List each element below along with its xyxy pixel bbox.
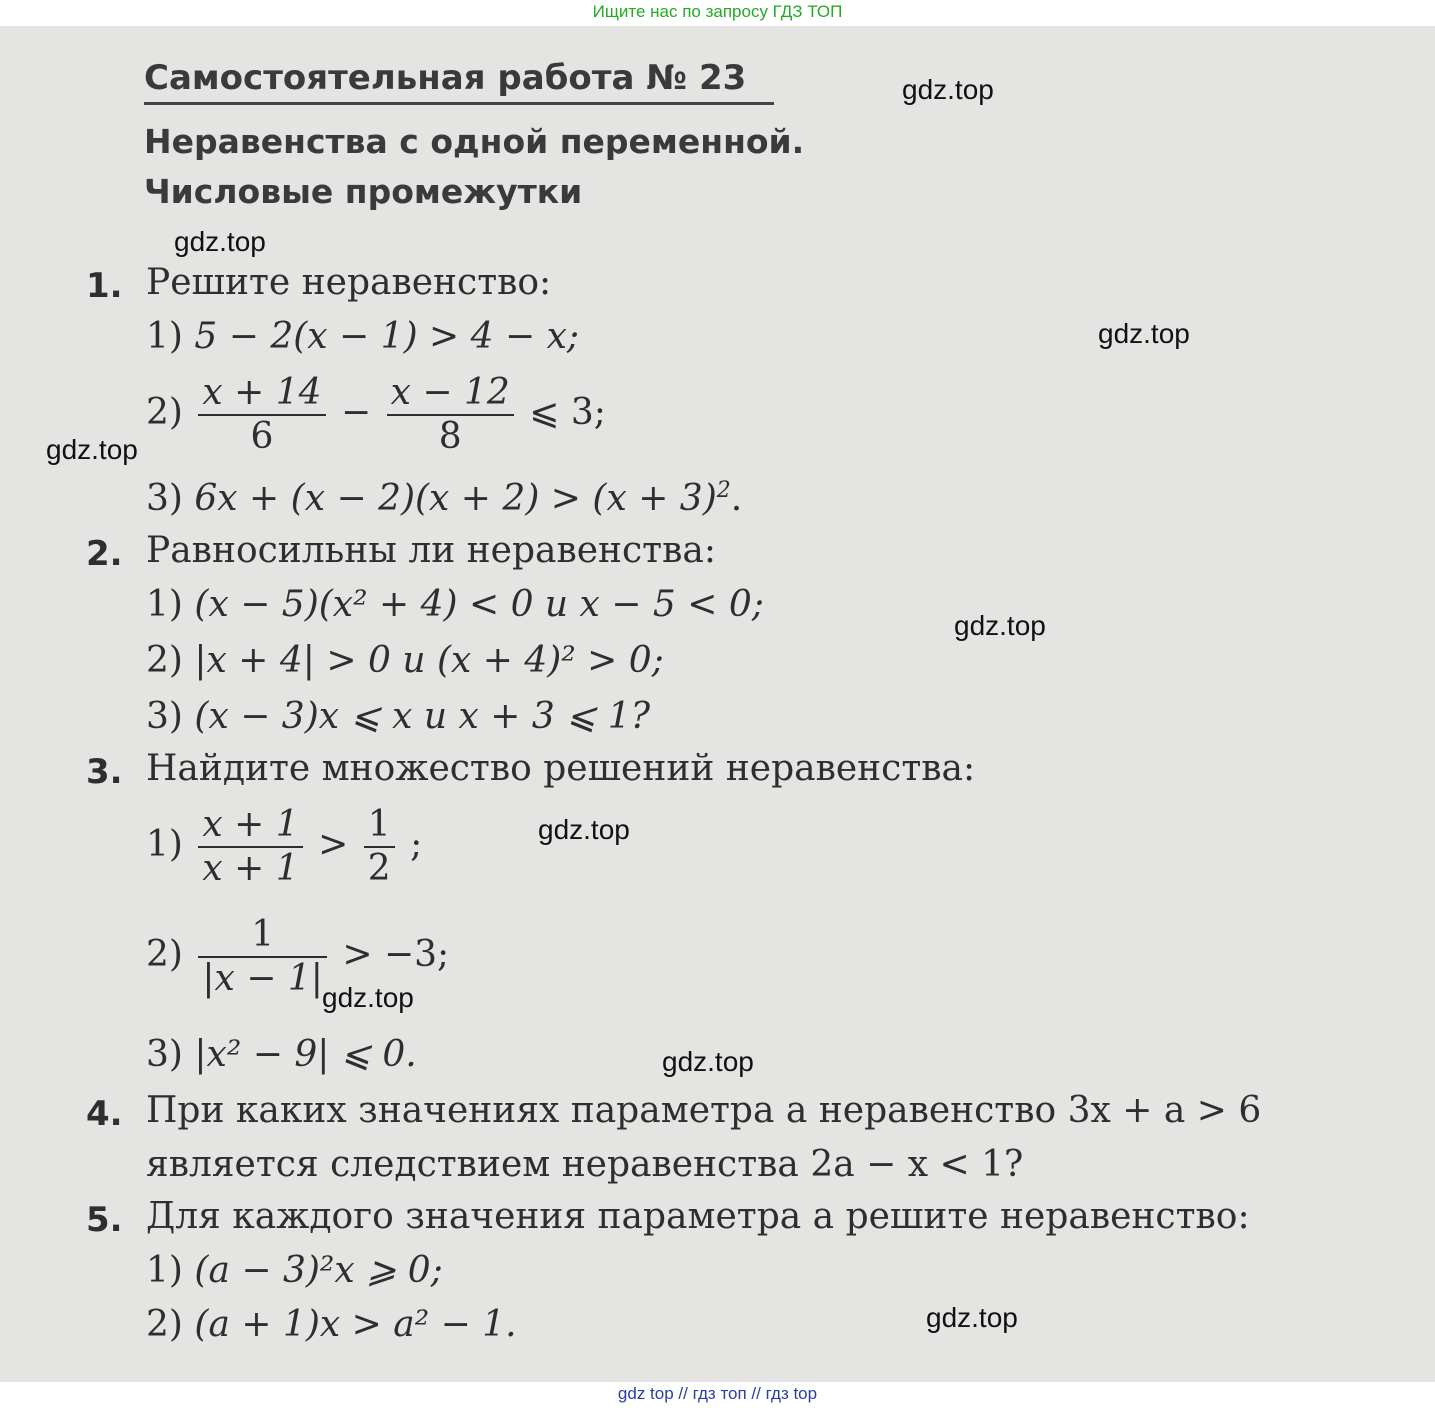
task-4-line-1: При каких значениях параметра a неравенство 3x + a > 6	[146, 1090, 1262, 1131]
numerator: x + 1	[198, 804, 302, 848]
exponent: 2	[716, 478, 731, 503]
task-3-item-1	[146, 804, 422, 890]
denominator: 6	[250, 416, 274, 457]
item-index: 1)	[146, 824, 183, 865]
watermark: gdz.top	[1098, 318, 1190, 349]
denominator: 8	[438, 416, 462, 457]
denominator: |x − 1|	[202, 958, 323, 999]
watermark: gdz.top	[538, 814, 630, 845]
page-title: Самостоятельная работа № 23	[144, 58, 747, 98]
watermark: gdz.top	[662, 1046, 754, 1077]
watermark: gdz.top	[902, 74, 994, 105]
numerator: 1	[198, 914, 327, 958]
expression: |x + 4| > 0 и (x + 4)² > 0;	[194, 640, 664, 681]
item-index: 2)	[146, 640, 183, 681]
fraction	[198, 804, 302, 890]
task-3-number: 3.	[86, 752, 123, 792]
task-5-item-2	[146, 1304, 517, 1345]
operator: >	[318, 824, 349, 865]
expression: (x − 3)x ⩽ x и x + 3 ⩽ 1?	[194, 696, 650, 737]
punctuation: .	[730, 478, 743, 519]
numerator: x − 12	[387, 372, 514, 416]
top-banner: Ищите нас по запросу ГДЗ ТОП	[592, 2, 843, 21]
bottom-banner: gdz top // гдз топ // гдз top	[617, 1384, 818, 1403]
task-3-item-3	[146, 1034, 417, 1075]
operator: −	[341, 392, 372, 433]
numerator: 1	[364, 804, 395, 848]
item-index: 3)	[146, 478, 183, 519]
item-index: 3)	[146, 1034, 183, 1075]
watermark: gdz.top	[954, 610, 1046, 641]
task-1-number: 1.	[86, 266, 123, 306]
item-index: 2)	[146, 1304, 183, 1345]
expression: |x² − 9| ⩽ 0.	[194, 1034, 417, 1075]
item-index: 2)	[146, 934, 183, 975]
task-3-text: Найдите множество решений неравенства:	[146, 748, 976, 789]
fraction	[387, 372, 514, 458]
fraction	[198, 914, 327, 1000]
task-2-item-2	[146, 640, 664, 681]
textbook-page	[0, 26, 1435, 1382]
watermark: gdz.top	[46, 434, 138, 465]
task-2-number: 2.	[86, 534, 123, 574]
watermark: gdz.top	[174, 226, 266, 257]
task-1-item-2	[146, 372, 606, 458]
item-index: 1)	[146, 1250, 183, 1291]
title-underline	[144, 102, 774, 105]
watermark: gdz.top	[322, 982, 414, 1013]
numerator: x + 14	[198, 372, 325, 416]
item-index: 2)	[146, 392, 183, 433]
task-2-text: Равносильны ли неравенства:	[146, 530, 716, 571]
fraction	[364, 804, 395, 890]
denominator: x + 1	[202, 848, 299, 889]
expression: (a − 3)²x ⩾ 0;	[194, 1250, 443, 1291]
expression: > −3;	[342, 934, 450, 975]
task-5-number: 5.	[86, 1200, 123, 1240]
denominator: 2	[367, 848, 391, 889]
task-5-text: Для каждого значения параметра a решите неравенство:	[146, 1196, 1250, 1237]
task-2-item-3	[146, 696, 650, 737]
item-index: 1)	[146, 584, 183, 625]
task-1-text: Решите неравенство:	[146, 262, 552, 303]
expression: 6x + (x − 2)(x + 2) > (x + 3)	[194, 478, 717, 519]
subtitle-line-2: Числовые промежутки	[144, 172, 583, 211]
fraction	[198, 372, 325, 458]
task-2-item-1	[146, 584, 764, 625]
item-index: 1)	[146, 316, 183, 357]
expression: ⩽ 3;	[529, 392, 606, 433]
task-4-line-2: является следствием неравенства 2a − x < 1?	[146, 1144, 1024, 1185]
expression: 5 − 2(x − 1) > 4 − x;	[194, 316, 580, 357]
expression: (a + 1)x > a² − 1.	[194, 1304, 517, 1345]
item-index: 3)	[146, 696, 183, 737]
subtitle-line-1: Неравенства с одной переменной.	[144, 122, 805, 161]
task-1-item-1	[146, 316, 579, 357]
expression: (x − 5)(x² + 4) < 0 и x − 5 < 0;	[194, 584, 764, 625]
task-4-number: 4.	[86, 1094, 123, 1134]
watermark: gdz.top	[926, 1302, 1018, 1333]
task-1-item-3	[146, 478, 742, 519]
task-5-item-1	[146, 1250, 443, 1291]
punctuation: ;	[410, 824, 423, 865]
